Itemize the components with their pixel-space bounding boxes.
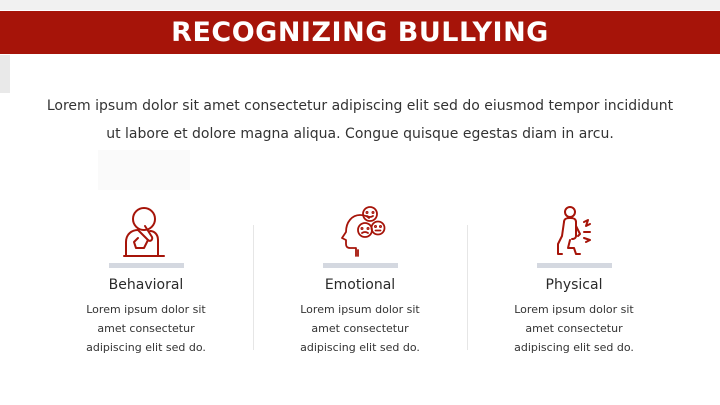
category-underline — [109, 263, 184, 268]
category-title: Emotional — [324, 277, 396, 293]
kneeling-person-pain-icon — [546, 202, 602, 260]
category-title: Physical — [545, 277, 603, 293]
category-underline — [537, 263, 612, 268]
category-title: Behavioral — [108, 277, 184, 293]
background-shape — [0, 0, 720, 10]
column-divider — [253, 225, 254, 350]
column-divider — [467, 225, 468, 350]
head-with-emotions-icon — [332, 202, 388, 260]
category-text: Lorem ipsum dolor sit amet consectetur adipiscing elit sed do. — [300, 303, 420, 354]
page-title: RECOGNIZING BULLYING — [171, 17, 549, 48]
head-in-hands-icon — [118, 202, 174, 260]
background-shape — [98, 150, 190, 190]
category-physical — [499, 202, 649, 357]
title-bar — [0, 11, 720, 54]
intro-paragraph: Lorem ipsum dolor sit amet consectetur adipiscing elit sed do eiusmod tempor incididunt ut labore et dolore magna aliqua. Congue quisque egestas diam in arcu. — [46, 98, 674, 142]
category-underline — [323, 263, 398, 268]
category-text: Lorem ipsum dolor sit amet consectetur adipiscing elit sed do. — [86, 303, 206, 354]
category-text: Lorem ipsum dolor sit amet consectetur adipiscing elit sed do. — [514, 303, 634, 354]
background-shape — [0, 55, 10, 93]
category-emotional — [285, 202, 435, 357]
category-behavioral — [71, 202, 221, 357]
